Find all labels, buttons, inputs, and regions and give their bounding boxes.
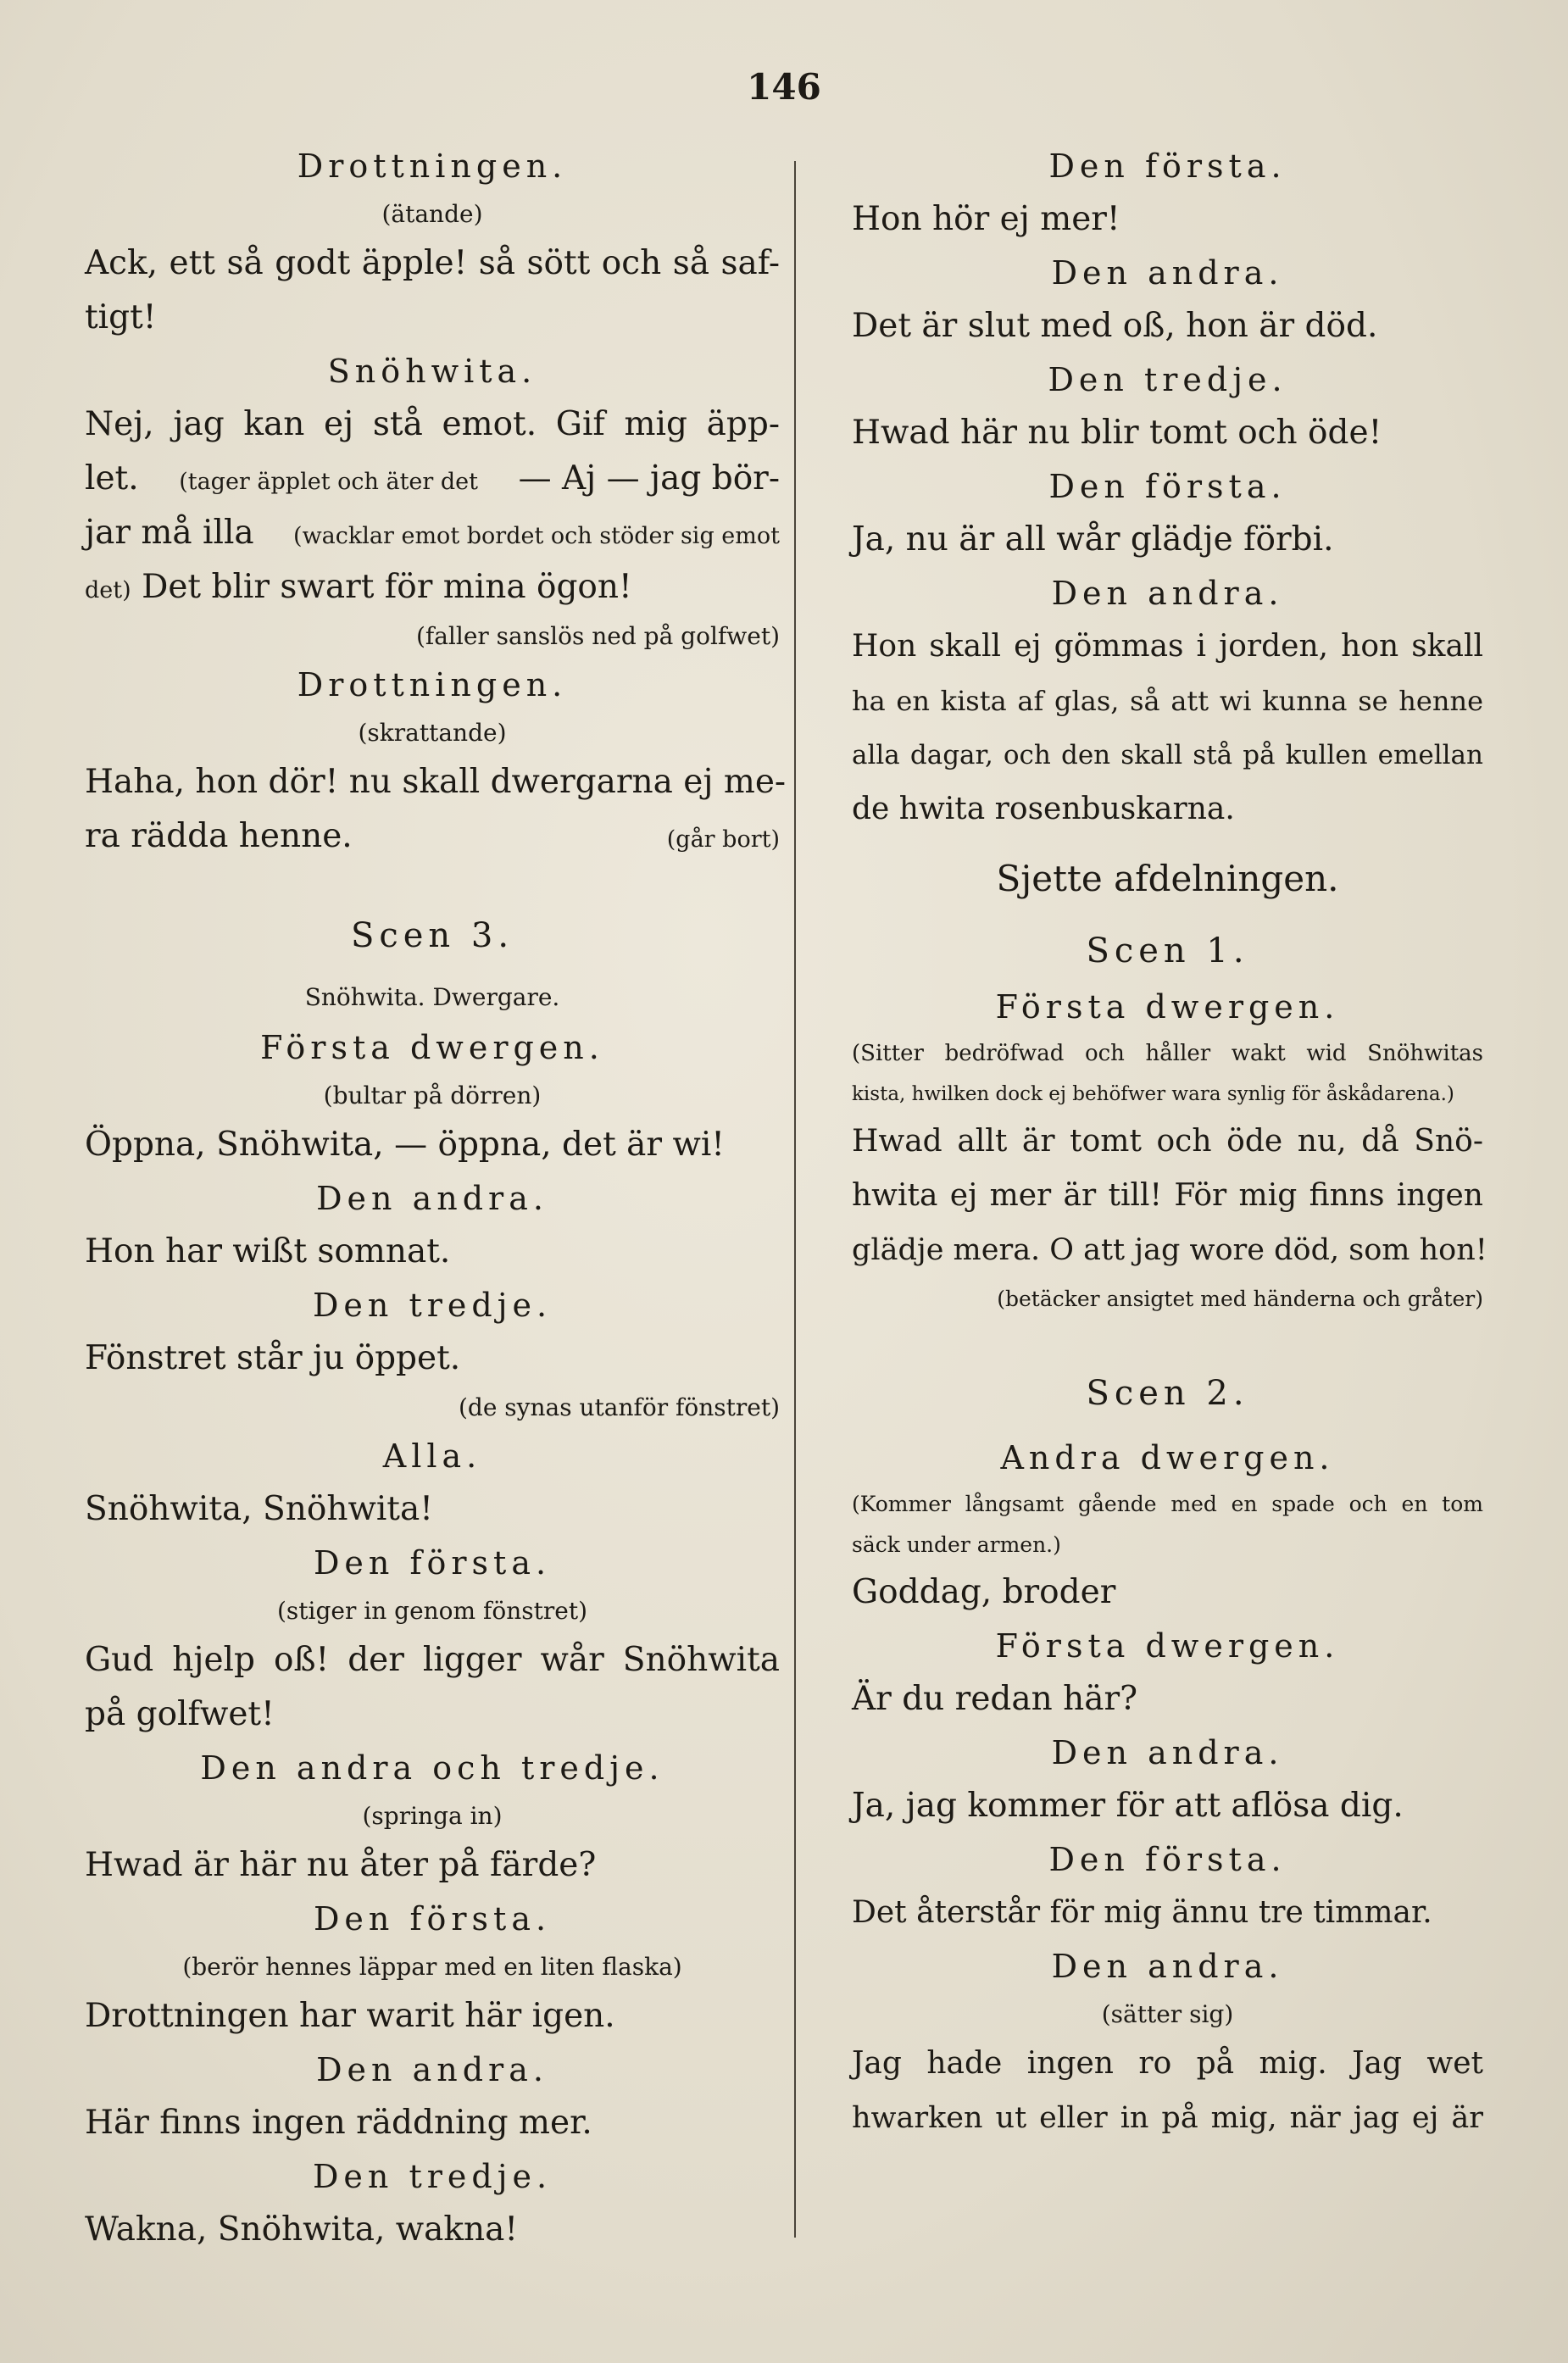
speaker-name: Alla. — [382, 1437, 482, 1475]
dialogue-line: Det är slut med oß, hon är död. — [852, 307, 1378, 345]
stage-direction: (de synas utanför fönstret) — [458, 1393, 780, 1421]
speaker-name: Den första. — [313, 1900, 552, 1938]
dialogue-line: hwarken ut eller in på mig, när jag ej är — [852, 2101, 1483, 2135]
dialogue-line: Jag hade ingen ro på mig. Jag wet — [852, 2046, 1483, 2081]
dialogue-text: ra rädda henne. — [85, 817, 353, 855]
speaker-name: Drottningen. — [297, 666, 568, 703]
speaker-name: Den andra. — [1051, 254, 1284, 292]
dialogue-line — [85, 452, 780, 506]
dialogue-line: Haha, hon dör! nu skall dwergarna ej me- — [85, 763, 787, 801]
spacer — [852, 1321, 1483, 1355]
section-heading: Sjette afdelningen. — [996, 858, 1339, 899]
speaker-name: Den första. — [1048, 147, 1287, 185]
speaker-name: Första dwergen. — [260, 1029, 604, 1066]
stage-direction: (skrattande) — [358, 719, 507, 747]
speaker-name: Den andra och tredje. — [200, 1749, 664, 1787]
spacer — [85, 864, 780, 898]
dialogue-line: Ja, jag kommer för att aflösa dig. — [852, 1787, 1404, 1825]
dialogue-line: tigt! — [85, 298, 157, 336]
dialogue-line: Wakna, Snöhwita, wakna! — [85, 2210, 519, 2249]
dialogue-line: på golfwet! — [85, 1695, 275, 1733]
dialogue-line: Hwad här nu blir tomt och öde! — [852, 414, 1382, 452]
dialogue-line: Drottningen har warit här igen. — [85, 1997, 615, 2035]
dialogue-text: — Aj — jag bör- — [518, 459, 780, 498]
speaker-name: Den första. — [1048, 468, 1287, 505]
dialogue-line: alla dagar, och den skall stå på kullen emellan — [852, 740, 1483, 770]
dialogue-line: Ja, nu är all wår glädje förbi. — [852, 520, 1334, 559]
right-column — [852, 140, 1487, 2145]
inline-stage-direction: (wacklar emot bordet och stöder sig emot — [293, 523, 780, 549]
scene-persons: Snöhwita. Dwergare. — [304, 983, 560, 1011]
dialogue-line: Fönstret står ju öppet. — [85, 1339, 461, 1377]
dialogue-line — [85, 560, 780, 614]
stage-direction: (bultar på dörren) — [323, 1081, 542, 1109]
stage-direction: (Kommer långsamt gående med en spade och en tom — [852, 1492, 1483, 1516]
speaker-name: Den andra. — [1051, 1948, 1284, 1985]
stage-direction: säck under armen.) — [852, 1532, 1061, 1557]
scene-heading: Scen 2. — [1086, 1374, 1249, 1413]
dialogue-text: let. — [85, 459, 139, 498]
inline-stage-direction: det) — [85, 577, 131, 603]
stage-direction: (berör hennes läppar med en liten flaska) — [182, 1953, 682, 1981]
dialogue-line: Snöhwita, Snöhwita! — [85, 1490, 433, 1528]
stage-direction: (faller sanslös ned på golfwet) — [415, 622, 780, 650]
dialogue-line: Hwad är här nu åter på färde? — [85, 1846, 597, 1884]
speaker-name: Första dwergen. — [995, 1627, 1340, 1665]
dialogue-line — [85, 506, 780, 560]
stage-direction: (ätande) — [381, 200, 483, 228]
page-number: 146 — [747, 66, 821, 108]
stage-direction: (sätter sig) — [1101, 2000, 1234, 2028]
inline-stage-direction: (går bort) — [666, 826, 780, 853]
speaker-name: Drottningen. — [297, 147, 568, 185]
dialogue-text: jar må illa — [85, 514, 254, 552]
dialogue-line: Nej, jag kan ej stå emot. Gif mig äpp- — [85, 405, 780, 443]
dialogue-line: Hon skall ej gömmas i jorden, hon skall — [852, 629, 1483, 664]
speaker-name: Den tredje. — [1048, 361, 1287, 398]
dialogue-line: glädje mera. O att jag wore död, som hon! — [852, 1233, 1487, 1267]
dialogue-line: Det återstår för mig ännu tre timmar. — [852, 1895, 1432, 1930]
dialogue-line: Hon har wißt somnat. — [85, 1232, 451, 1270]
dialogue-line: Är du redan här? — [852, 1680, 1138, 1718]
dialogue-line: de hwita rosenbuskarna. — [852, 792, 1235, 826]
speaker-name: Den tredje. — [312, 1287, 553, 1324]
dialogue-text: Det blir swart för mina ögon! — [142, 568, 632, 606]
stage-direction: (stiger in genom fönstret) — [276, 1597, 587, 1625]
left-column — [85, 140, 787, 2257]
dialogue-line — [85, 809, 780, 864]
speaker-name: Den första. — [313, 1544, 552, 1582]
dialogue-line: ha en kista af glas, så att wi kunna se henne — [852, 685, 1483, 717]
speaker-name: Den andra. — [1051, 575, 1284, 612]
scene-heading: Scen 3. — [350, 916, 514, 955]
speaker-name: Den andra. — [1051, 1734, 1284, 1771]
speaker-name: Den andra. — [316, 2051, 548, 2088]
speaker-name: Den första. — [1048, 1841, 1287, 1878]
speaker-name: Den tredje. — [312, 2158, 553, 2195]
dialogue-line: Hwad allt är tomt och öde nu, då Snö- — [852, 1124, 1483, 1159]
dialogue-line: Ack, ett så godt äpple! så sött och så saf- — [85, 244, 780, 282]
stage-direction: (betäcker ansigtet med händerna och gråter) — [997, 1287, 1483, 1311]
speaker-name: Första dwergen. — [995, 988, 1340, 1026]
stage-direction: kista, hwilken dock ej behöfwer wara synlig för åskådarena.) — [852, 1083, 1454, 1105]
stage-direction: (springa in) — [362, 1802, 503, 1830]
dialogue-line: Gud hjelp oß! der ligger wår Snöhwita — [85, 1641, 780, 1679]
stage-direction: (Sitter bedröfwad och håller wakt wid Snöhwitas — [852, 1041, 1483, 1066]
dialogue-line: Öppna, Snöhwita, — öppna, det är wi! — [85, 1126, 725, 1164]
dialogue-line: Hon hör ej mer! — [852, 200, 1120, 238]
speaker-name: Andra dwergen. — [1000, 1439, 1335, 1476]
scene-heading: Scen 1. — [1086, 931, 1249, 970]
column-divider — [794, 161, 796, 2238]
dialogue-line: Goddag, broder — [852, 1573, 1116, 1611]
inline-stage-direction: (tager äpplet och äter det — [179, 469, 479, 495]
dialogue-line: Här finns ingen räddning mer. — [85, 2104, 592, 2142]
speaker-name: Den andra. — [316, 1180, 548, 1217]
dialogue-line: hwita ej mer är till! För mig finns ingen — [852, 1178, 1483, 1213]
speaker-name: Snöhwita. — [327, 353, 537, 390]
